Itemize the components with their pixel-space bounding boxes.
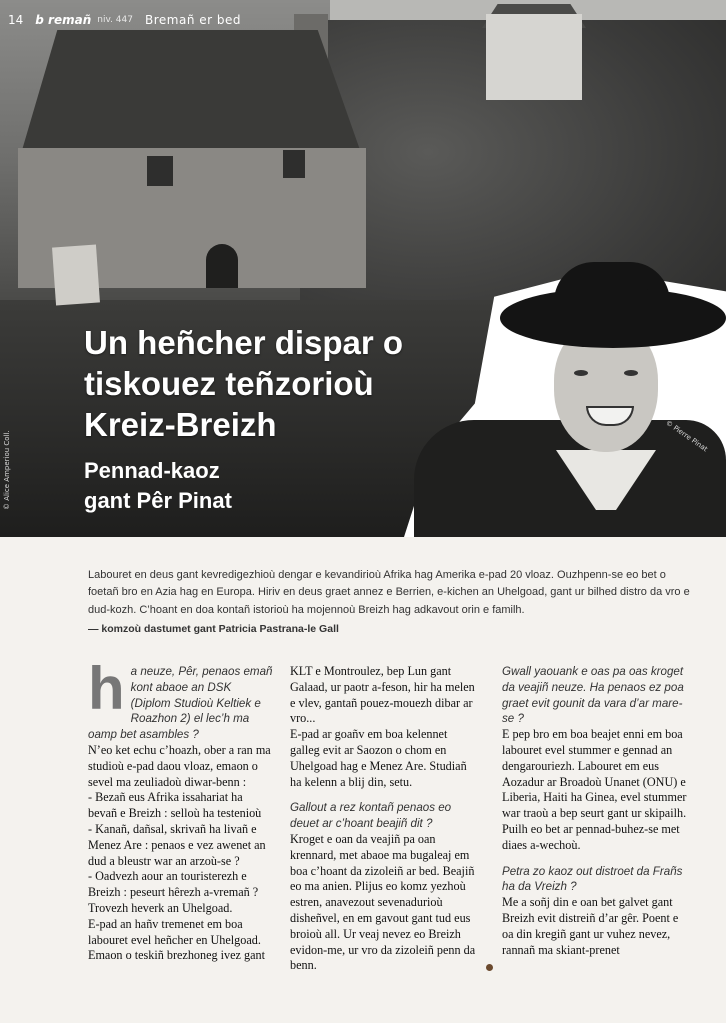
header-bar — [0, 10, 241, 30]
paragraph: N’eo ket echu c’hoazh, ober a ran ma studioù e-pad daou vloaz, emaon o sevel ma zeuliadoù diwar-benn : — [88, 742, 271, 789]
issue-number: niv. 447 — [97, 15, 133, 25]
eye — [574, 370, 588, 376]
subtitle-line: Pennad-kaoz — [84, 458, 220, 483]
column-3 — [502, 664, 692, 958]
question: a neuze, Pêr, penaos emañ kont abaoe an DSK (Diplom Studioù Keltiek e Roazhon 2) el lec’h ma oamp bet asambles ? — [88, 665, 273, 742]
paper-stain — [486, 964, 493, 971]
villa — [486, 14, 582, 100]
magazine-logo: b remañ — [35, 13, 92, 27]
coat — [414, 420, 726, 537]
question: Petra zo kaoz out distroet da Frañs ha da Vreizh ? — [502, 864, 683, 894]
subtitle-line: gant Pêr Pinat — [84, 488, 232, 513]
intro-block — [88, 567, 692, 639]
byline: — komzoù dastumet gant Patricia Pastrana-le Gall — [88, 623, 339, 636]
article-title — [84, 322, 403, 445]
mill-door — [206, 244, 238, 288]
column-2 — [290, 664, 480, 974]
mill-window — [147, 156, 173, 186]
question: Gwall yaouank e oas pa oas kroget da veajiñ neuze. Ha penaos ez poa graet evit gounit da vara d’ar mare-se ? — [502, 665, 684, 726]
paragraph: Me a soñj din e oan bet galvet gant Breizh evit distreiñ d’ar gêr. Poent e oa din kregiñ gant ur vuhez nevez, rannañ ma skiant-prenet — [502, 895, 679, 957]
paragraph: - Bezañ eus Afrika issahariat ha bevañ e Breizh : selloù ha testenioù — [88, 790, 262, 821]
hat-brim — [500, 288, 726, 348]
mill-window — [283, 150, 305, 178]
photo-credit-right: © Pierre Pinat — [664, 418, 709, 454]
title-line: Kreiz-Breizh — [84, 406, 277, 443]
paragraph: E-pad ar goañv em boa kelennet galleg evit ar Saozon o chom en Uhelgoad hag e Menez Are. Studiañ ha kelenn a blij din, setu. — [290, 727, 467, 789]
question: Gallout a rez kontañ penaos eo deuet ar c’hoant beajiñ dit ? — [290, 801, 452, 831]
column-1 — [88, 655, 274, 964]
paragraph: E pep bro em boa beajet enni em boa labouret evel stummer e gennad an dengarouriezh. Labouret em eus Aozadur ar Broadoù Unanet (ONU) e Liberia, Haiti ha Ginea, evel stummer war traoù a bep seurt gant ur skipailh. Puilh eo bet ar pennad-buhez-se met diaes a-wechoù. — [502, 727, 687, 852]
page-number: 14 — [8, 13, 24, 27]
paragraph: E-pad an hañv tremenet em boa labouret evel heñcher en Uhelgoad. Emaon o teskiñ brezhoneg ivez gant — [88, 916, 265, 963]
article-subtitle — [84, 456, 232, 516]
paragraph: Kroget e oan da veajiñ pa oan krennard, met abaoe ma bugaleaj em boa c’hoant da zizoleiñ ar bed. Beajiñ eo ma anien. Plijus eo komz yezhoù estren, anavezout sevenadurioù disheñvel, en em gavout gant tud eus broioù all. Ur veaj nevez eo Breizh evidon-me, ur vro da zizoleiñ penn da benn. — [290, 831, 476, 973]
mill-roof — [8, 30, 360, 150]
photo-credit-left: © Alice Amperiou Coll. — [3, 430, 11, 510]
eye — [624, 370, 638, 376]
portrait-photo — [404, 270, 726, 537]
paragraph: - Kanañ, dañsal, skrivañ ha livañ e Menez Are : penaos e vez awenet an dud a bleustr war an arzoù-se ? — [88, 821, 266, 868]
paragraph: - Oadvezh aour an touristerezh e Breizh : peseurt hêrezh a-vremañ ? Trovezh heverk an Uhelgoad. — [88, 869, 259, 915]
mill-sign — [52, 245, 100, 306]
drop-cap: h — [88, 655, 125, 722]
title-line: tiskouez teñzorioù — [84, 365, 374, 402]
intro-text: Labouret en deus gant kevredigezhioù dengar e kevandirioù Afrika hag Amerika e-pad 20 vloaz. Ouzhpenn-se eo bet o foetañ bro en Azia hag en Europa. Hiriv en deus graet annez e Berrien, e-kichen an Uhelgoad, gant ur bilhed distro da vro e dud-kozh. C’hoant en doa kontañ istorioù ha mojennoù Breizh hag adkavout orin e familh. — [88, 569, 690, 616]
section-name: Bremañ er bed — [144, 13, 241, 27]
title-line: Un heñcher dispar o — [84, 324, 404, 361]
paragraph: KLT e Montroulez, bep Lun gant Galaad, ur paotr a-feson, hir ha melen e vlev, gantañ pouez-mouezh dibar ar vro... — [290, 664, 475, 726]
